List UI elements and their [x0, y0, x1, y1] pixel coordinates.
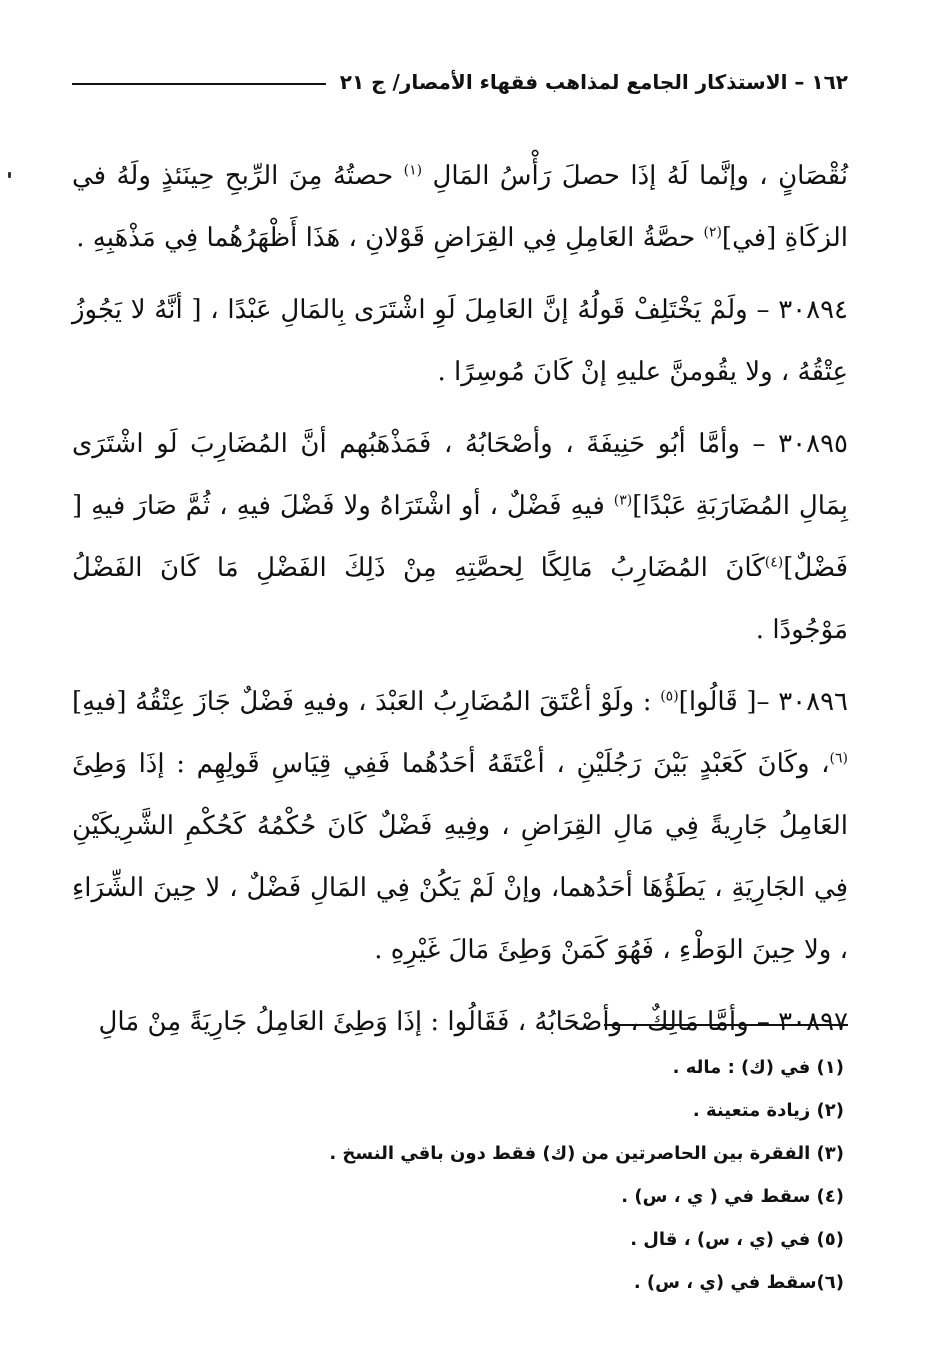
- paragraph-number: ٣٠٨٩٦: [778, 687, 849, 717]
- paragraph-number: ٣٠٨٩٧: [778, 1007, 848, 1037]
- paragraph-30897: [72, 991, 848, 1053]
- footnote-5: (٥) في (ي ، س) ، قال .: [630, 1229, 844, 1250]
- header-rule: [72, 83, 326, 85]
- paragraph-text: كَانَ المُضَارِبُ مَالِكًا لِحصَّتِهِ مِنْ ذَلِكَ الفَضْلِ مَا كَانَ الفَضْلُ مَوْجُودًا .: [72, 553, 848, 645]
- paragraph-30894: [72, 279, 848, 403]
- footnote-ref-4: (٤): [764, 554, 784, 571]
- paragraph-text: –[ قَالُوا]: [678, 687, 770, 717]
- paragraph-text: فيهِ فَضْلٌ ، أو اشْتَرَاهُ ولا فَضْلَ فيهِ ، ثُمَّ صَارَ فيهِ [ فَضْلٌ]: [72, 491, 848, 583]
- paragraph-text: – وأمَّا مَالِكٌ ، وأصْحَابُهُ ، فَقَالُوا : إذَا وَطِئَ العَامِلُ جَارِيَةً مِنْ مَالِ: [98, 1007, 770, 1037]
- main-text: [72, 145, 848, 1063]
- footnote-3: (٣) الفقرة بين الحاصرتين من (ك) فقط دون باقي النسخ .: [329, 1143, 844, 1164]
- paragraph-number: ٣٠٨٩٤: [778, 295, 849, 325]
- paragraph-text: نُقْصَانٍ ، وإنَّما لَهُ إذَا حصلَ رَأْسُ المَالِ: [432, 161, 849, 191]
- paragraph-text: ، وكَانَ كَعَبْدٍ بَيْنَ رَجُلَيْنِ ، أعْتَقَهُ أحَدُهُما فَفِي قِيَاسِ قَولِهِم : إذَا وَطِئَ العَامِلُ جَارِيةً فِي مَالِ القِرَاضِ ، وفِيهِ فَضْلٌ كَانَ حُكْمُهُ كَحُكْمِ الشَّرِيكَيْنِ فِي الجَارِيَةِ ، يَطَؤُهَا أحَدُهما، وإنْ لَمْ يَكُنْ فِي المَالِ فَضْلٌ ، لا حِينَ الشِّرَاءِ ، ولا حِينَ الوَطْءِ ، فَهُوَ كَمَنْ وَطِئَ مَالَ غَيْرِهِ .: [72, 749, 848, 965]
- footnote-1: (١) في (ك) : ماله .: [672, 1057, 844, 1078]
- paragraph-text: – وأمَّا أبُو حَنِيفَةَ ، وأصْحَابُهُ ، فَمَذْهَبُهم أنَّ المُضَارِبَ لَو اشْتَرَى بِمَالِ المُضَارَبَةِ عَبْدًا]: [72, 429, 848, 521]
- running-header: [72, 60, 848, 104]
- footnote-ref-5: (٥): [660, 688, 679, 705]
- footnote-ref-3: (٣): [613, 492, 633, 509]
- footnote-ref-1: (١): [403, 162, 423, 179]
- paragraph-continuation: [72, 145, 848, 269]
- footnote-6: (٦)سقط في (ي ، س) .: [633, 1272, 844, 1293]
- footnote-ref-6: (٦): [829, 750, 848, 767]
- footnotes: [72, 1046, 844, 1304]
- footnote-4: (٤) سقط في ( ي ، س) .: [621, 1186, 844, 1207]
- paragraph-text: حصَّةُ العَامِلِ فِي القِرَاضِ قَوْلانِ ، هَذَا أَظْهَرُهُما فِي مَذْهَبِهِ .: [76, 223, 696, 253]
- paragraph-30895: [72, 413, 848, 661]
- paragraph-number: ٣٠٨٩٥: [778, 429, 848, 459]
- paragraph-text: : ولَوْ أعْتَقَ المُضَارِبُ العَبْدَ ، وفيهِ فَضْلٌ جَازَ عِتْقُهُ [فيهِ]: [72, 687, 652, 717]
- footnote-2: (٢) زيادة متعينة .: [692, 1100, 844, 1121]
- paragraph-30896: [72, 671, 848, 981]
- footnote-ref-2: (٢): [703, 224, 722, 241]
- paragraph-text: – ولَمْ يَخْتَلِفْ قَولُهُ إنَّ العَامِلَ لَوِ اشْتَرَى بِالمَالِ عَبْدًا ، [ أنَّهُ لا يَجُوزُ عِتْقُهُ ، ولا يقُومنَّ عليهِ إنْ كَانَ مُوسِرًا .: [72, 295, 848, 387]
- running-title: ١٦٢ – الاستذكار الجامع لمذاهب فقهاء الأمصار/ ج ٢١: [339, 70, 848, 94]
- margin-speck: [8, 172, 11, 178]
- paragraph-text: حصتُهُ مِنَ الرِّبحِ حِينَئذٍ ولَهُ في الزكَاةِ [في]: [72, 161, 848, 253]
- footnote-separator: [604, 1024, 848, 1026]
